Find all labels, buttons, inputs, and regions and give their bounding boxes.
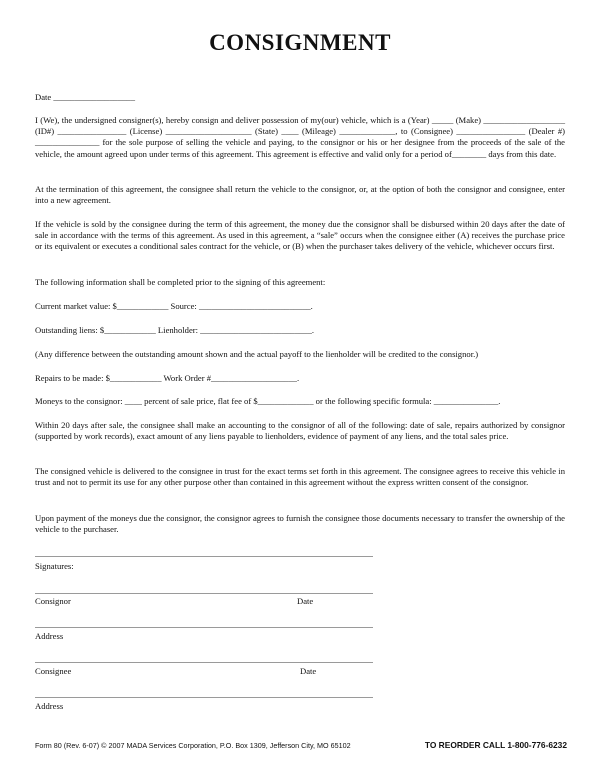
consignor-address-line[interactable]: [35, 627, 373, 628]
consignment-paragraph: I (We), the undersigned consigner(s), hereby consign and deliver possession of my(our) vehicle, which is a (Year) _____ (Make) ___________________ (ID#) ________________ (License) ____________________ (State) ____ (Mileage) _____________, to (Consignee) ________________ (Dealer #) _______________ for the sole purpose of selling the vehicle and paying, to the consignor or his or her designee from the proceeds of the sale of the vehicle, the amount agreed upon under terms of this agreement. This agreement is effective and valid only for a period of________ days from this date.: [35, 115, 565, 159]
liens-line[interactable]: Outstanding liens: $____________ Lienholder: __________________________.: [35, 325, 315, 335]
form-info-footer: Form 80 (Rev. 6-07) © 2007 MADA Services Corporation, P.O. Box 1309, Jefferson City, MO 65102: [35, 741, 351, 750]
consignor-address-label: Address: [35, 631, 64, 641]
consignor-label: Consignor: [35, 596, 71, 606]
accounting-paragraph: Within 20 days after sale, the consignee shall make an accounting to the consignor of all of the following: date of sale, repairs authorized by consignor (supported by work records), exact amount of any liens payable to lienholders, evidence of payment of any liens, and the total sales price.: [35, 420, 565, 442]
sale-paragraph: If the vehicle is sold by the consignee during the term of this agreement, the money due the consignor shall be disbursed within 20 days after the date of sale in accordance with the terms of this agreement. As used in this agreement, a “sale” occurs when the consignee either (A) receives the purchase price or its equivalent or executes a conditional sales contract for the vehicle, or (B) when the purchaser takes delivery of the vehicle, whichever occurs first.: [35, 219, 565, 252]
consignee-date-label: Date: [300, 666, 317, 676]
consignee-address-label: Address: [35, 701, 64, 711]
termination-paragraph: At the termination of this agreement, the consignee shall return the vehicle to the consignor, or, at the option of both the consignor and consignee, enter into a new agreement.: [35, 184, 565, 206]
consignor-signature-line[interactable]: [35, 593, 373, 594]
consignee-label: Consignee: [35, 666, 72, 676]
form-title: CONSIGNMENT: [209, 30, 391, 55]
consignor-date-label: Date: [297, 596, 314, 606]
difference-note: (Any difference between the outstanding amount shown and the actual payoff to the lienholder will be credited to the consignor.): [35, 349, 479, 359]
repairs-line[interactable]: Repairs to be made: $____________ Work Order #____________________.: [35, 373, 300, 383]
consignee-signature-line[interactable]: [35, 662, 373, 663]
reorder-footer: TO REORDER CALL 1-800-776-6232: [424, 740, 567, 750]
date-field[interactable]: Date ___________________: [35, 92, 136, 102]
moneys-line[interactable]: Moneys to the consignor: ____ percent of sale price, flat fee of $_____________ or the following specific formula: _______________.: [35, 396, 501, 406]
consignee-address-line[interactable]: [35, 697, 373, 698]
trust-paragraph: The consigned vehicle is delivered to the consignee in trust for the exact terms set forth in this agreement. The consignee agrees to receive this vehicle in trust and not to permit its use for any other purpose other than contained in this agreement without the express written consent of the consignor.: [35, 466, 565, 488]
market-value-line[interactable]: Current market value: $____________ Source: __________________________.: [35, 301, 313, 311]
signatures-heading: Signatures:: [35, 561, 74, 571]
signature-top-rule: [35, 556, 373, 557]
payment-paragraph: Upon payment of the moneys due the consignor, the consignor agrees to furnish the consignee those documents necessary to transfer the ownership of the vehicle to the purchaser.: [35, 513, 565, 535]
info-intro: The following information shall be completed prior to the signing of this agreement:: [35, 277, 326, 287]
